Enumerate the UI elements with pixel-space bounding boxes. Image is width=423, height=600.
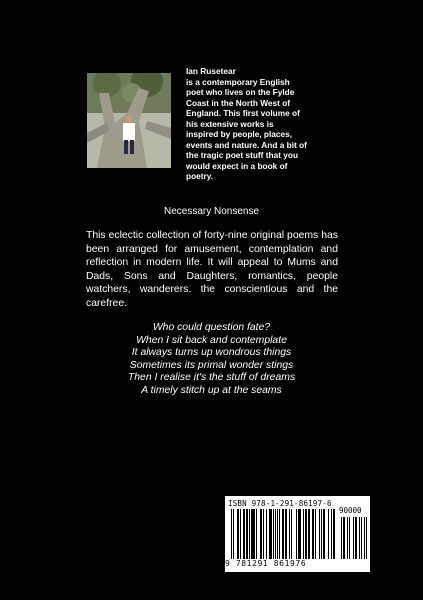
barcode-bar: [285, 509, 287, 559]
barcode-bar: [251, 509, 255, 559]
poem-line: A timely stitch up at the seams: [141, 384, 282, 396]
barcode-bar: [305, 509, 307, 559]
poem-line: It always turns up wondrous things: [131, 347, 292, 358]
barcode-bar: [291, 509, 292, 559]
poem-excerpt: [0, 322, 423, 397]
bio-line: the tragic poet stuff that you: [186, 150, 299, 160]
bio-line: England. This first volume of: [186, 108, 300, 118]
barcode-bar: [349, 517, 350, 559]
addon-code: 90000: [339, 506, 362, 515]
barcode-bar: [231, 509, 232, 559]
barcode-bar: [277, 509, 278, 559]
barcode-bar: [269, 509, 272, 559]
barcode-bar: [353, 517, 354, 559]
barcode-bar: [296, 509, 297, 559]
poem-line: When I sit back and contemplate: [136, 334, 287, 346]
barcode-bar: [275, 509, 276, 559]
barcode-bar: [303, 509, 304, 559]
barcode-bar: [282, 509, 284, 559]
barcode-bar: [315, 509, 316, 559]
bio-line: poetry.: [186, 171, 214, 181]
barcode-bar: [321, 509, 322, 559]
addon-barcode-bars: [341, 517, 367, 559]
bio-line: would expect in a book of: [186, 160, 288, 171]
bio-line: events and nature. And a bit of: [186, 139, 307, 150]
barcode-bar: [266, 509, 267, 559]
barcode-bar: [289, 509, 290, 559]
barcode-bar: [347, 517, 348, 559]
book-blurb: This eclectic collection of forty-nine original poems has been arranged for amusement, contemplation and reflection in modern life. It will appeal to Mums and Dads, Sons and Daughters, romantics, people watchers, wanderers. the conscientious and the carefree.: [86, 230, 338, 309]
barcode-bar: [279, 509, 280, 559]
barcode-bar: [319, 509, 320, 559]
barcode-bar: [366, 517, 367, 559]
barcode-bar: [331, 509, 332, 559]
poem-line: Sometimes its primal wonder stings: [129, 359, 294, 371]
ean-barcode-bars: [231, 509, 335, 559]
barcode-bar: [256, 509, 257, 559]
barcode-bar: [263, 509, 264, 559]
bio-line: poet who lives on the Fylde: [186, 87, 295, 97]
bio-line: his extensive works is: [186, 118, 274, 129]
barcode-bar: [237, 509, 239, 559]
barcode-bar: [243, 509, 245, 559]
bio-line: Ian Rusetear: [186, 66, 236, 76]
poem-line: Then I realise it's the stuff of dreams: [127, 372, 296, 383]
barcode-bar: [323, 509, 325, 559]
isbn-label: ISBN 978-1-291-86197-6: [228, 499, 332, 508]
author-bio: [186, 66, 326, 182]
barcode-bar: [308, 509, 310, 559]
barcode-bar: [233, 509, 234, 559]
barcode-bar: [343, 517, 345, 559]
barcode-bar: [361, 517, 362, 559]
barcode-bar: [355, 517, 357, 559]
book-title: Necessary Nonsense: [163, 206, 260, 217]
barcode-bar: [328, 509, 329, 559]
barcode-bar: [260, 509, 262, 559]
barcode-bar: [333, 509, 335, 559]
barcode-bar: [298, 509, 301, 559]
barcode-bar: [273, 509, 274, 559]
poem-line: Who could question fate?: [152, 322, 271, 333]
bio-line: Coast in the North West of: [186, 97, 291, 108]
isbn-barcode: [225, 496, 370, 572]
bio-line: is a contemporary English: [186, 76, 290, 87]
barcode-bar: [249, 509, 250, 559]
author-photo: [87, 73, 171, 168]
barcode-bar: [364, 517, 365, 559]
barcode-bar: [312, 509, 314, 559]
barcode-bar: [359, 517, 360, 559]
barcode-bar: [240, 509, 241, 559]
ean-digits: 9 781291 861976: [225, 559, 307, 568]
bio-line: inspired by people, places,: [186, 129, 293, 139]
barcode-bar: [341, 517, 342, 559]
barcode-bar: [246, 509, 248, 559]
